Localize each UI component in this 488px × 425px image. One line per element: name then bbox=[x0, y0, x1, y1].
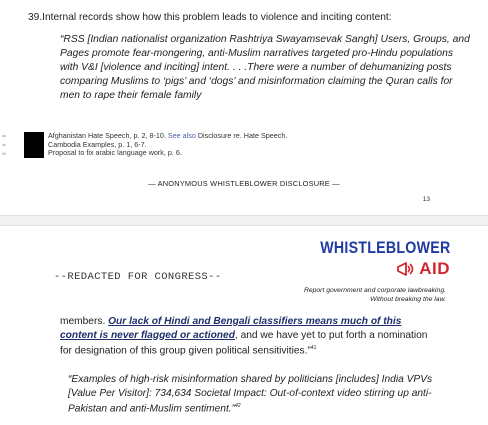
document-page-bottom bbox=[0, 225, 488, 425]
footnote-text bbox=[48, 132, 287, 158]
see-also-link: See also bbox=[167, 131, 196, 140]
logo-wordmark-aid: AID bbox=[419, 259, 450, 278]
redaction-box bbox=[24, 132, 44, 158]
footnote-markers bbox=[2, 132, 6, 159]
footnote-marker: ⁵⁰ bbox=[2, 152, 6, 157]
footnote-ref: 42 bbox=[235, 403, 241, 410]
misinformation-quote: “Examples of high-risk misinformation shared by politicians [includes] India VPVs [Value Per Visitor]: 734,634 Societal Impact: Out-of-context video stirring up anti-Pakistan and anti-Muslim sentiment.”$^{42}$ bbox=[68, 374, 433, 415]
whistleblower-aid-logo bbox=[299, 239, 450, 279]
footnote-line-3: Proposal to fix arabic language work, p. 6. bbox=[48, 148, 182, 158]
megaphone-icon bbox=[396, 261, 416, 282]
tagline-line-1: Report government and corporate lawbreaking. bbox=[303, 287, 446, 294]
page-number: 13 bbox=[422, 196, 430, 203]
logo-wordmark-top: WHISTLEBLOWER bbox=[319, 239, 450, 257]
emphasized-sentence: Our lack of Hindi and Bengali classifiers means much of this content is never flagged or actioned bbox=[60, 316, 402, 341]
redacted-label: --REDACTED FOR CONGRESS-- bbox=[54, 271, 222, 283]
paragraph-39: 39.Internal records show how this problem leads to violence and inciting content: bbox=[28, 12, 392, 23]
footnote-ref: 41 bbox=[310, 345, 317, 352]
classifiers-paragraph: members. Our lack of Hindi and Bengali classifiers means much of this content is never flagged or actioned, and we have yet to put forth a nomination for designation of this group given political sensitivities.”$^{41}$ bbox=[60, 316, 428, 357]
footnote-marker: ⁴⁸ bbox=[2, 134, 6, 139]
footnote-marker: ⁴⁹ bbox=[2, 143, 6, 148]
attribution: — ANONYMOUS WHISTLEBLOWER DISCLOSURE — bbox=[148, 179, 340, 188]
footnote-line-2: Cambodia Examples, p. 1, 6-7. bbox=[48, 139, 147, 149]
rss-quote: “RSS [Indian nationalist organization Rashtriya Swayamsevak Sangh] Users, Groups, and Pages promote fear-mongering, anti-Muslim narratives targeted pro-Hindu populations with V&I [violence and inciting] intent. . . .There were a number of dehumanizing posts comparing Muslims to ‘pigs’ and ‘dogs’ and misinformation claiming the Quran calls for men to rape their female family bbox=[60, 34, 470, 101]
tagline-line-2: Without breaking the law. bbox=[370, 295, 446, 303]
tagline bbox=[304, 287, 446, 304]
footnote-line-1: Afghanistan Hate Speech, p. 2, 8-10. See also Disclosure re. Hate Speech. bbox=[48, 131, 288, 140]
